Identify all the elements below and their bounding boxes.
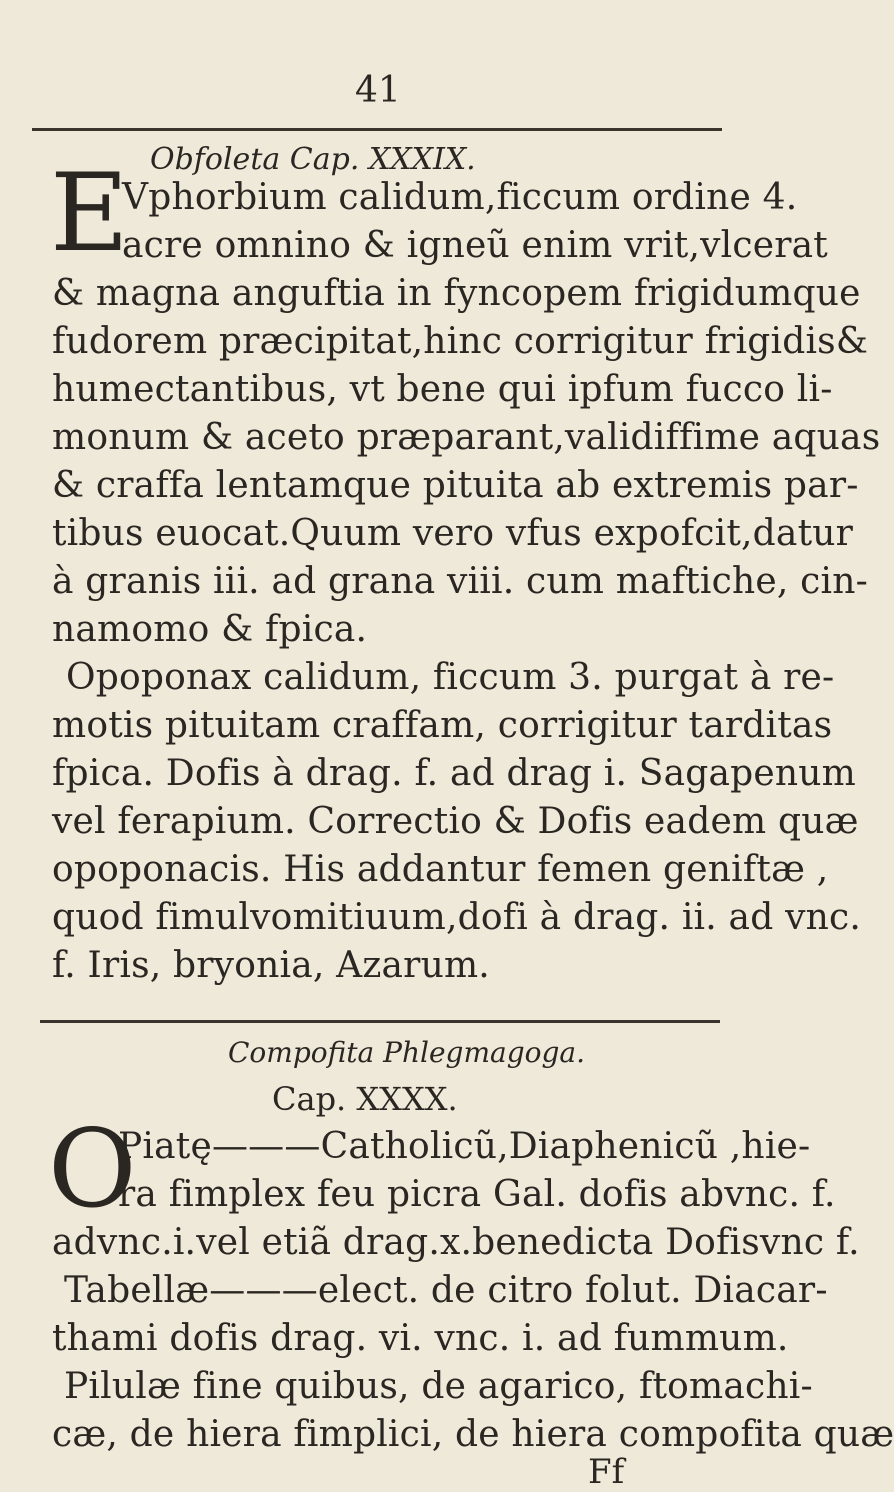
text-line: Opoponax calidum, ficcum 3. purgat à re- <box>66 657 835 698</box>
drop-cap-o: O <box>48 1107 137 1232</box>
text-line: ra fimplex feu picra Gal. dofis abvnc. f. <box>118 1174 836 1215</box>
page-number: 41 <box>355 70 401 111</box>
text-line: quod fimulvomitiuum,dofi à drag. ii. ad vnc. <box>52 897 862 938</box>
text-line: Tabellæ———elect. de citro folut. Diacar- <box>64 1270 828 1311</box>
text-line: Piatę———Catholicũ,Diaphenicũ ,hie- <box>118 1126 811 1167</box>
text-line: advnc.i.vel etiã drag.x.benedicta Dofisvnc f. <box>52 1222 860 1263</box>
section-subheading: Cap. XXXX. <box>272 1080 458 1118</box>
text-line: fpica. Dofis à drag. f. ad drag i. Sagapenum <box>52 753 857 794</box>
text-line: opoponacis. His addantur femen geniftæ , <box>52 849 829 890</box>
text-line: & magna anguftia in fyncopem frigidumque <box>52 273 861 314</box>
text-line: humectantibus, vt bene qui ipfum fucco li- <box>52 369 833 410</box>
top-rule <box>32 128 722 131</box>
text-line: monum & aceto præparant,validiffime aquas <box>52 417 881 458</box>
text-line: & craffa lentamque pituita ab extremis par- <box>52 465 859 506</box>
text-line: f. Iris, bryonia, Azarum. <box>52 945 490 986</box>
text-line: motis pituitam craffam, corrigitur tarditas <box>52 705 833 746</box>
drop-cap-e: E <box>50 151 129 276</box>
text-line: fudorem præcipitat,hinc corrigitur frigidis& <box>52 321 869 362</box>
chapter-heading: Obfoleta Cap. XXXIX. <box>150 142 476 177</box>
section-heading: Compofita Phlegmagoga. <box>228 1036 585 1069</box>
text-line: Vphorbium calidum,ficcum ordine 4. <box>122 177 798 218</box>
text-line: Pilulæ fine quibus, de agarico, ftomachi- <box>64 1366 813 1407</box>
signature-mark: Ff <box>588 1452 625 1492</box>
text-line: tibus euocat.Quum vero vfus expofcit,datur <box>52 513 854 554</box>
text-line: acre omnino & igneũ enim vrit,vlcerat <box>122 225 828 266</box>
text-line: namomo & fpica. <box>52 609 368 650</box>
text-line: à granis iii. ad grana viii. cum maftiche, cin- <box>52 561 868 602</box>
text-line: cæ, de hiera fimplici, de hiera compofita quæ <box>52 1414 894 1455</box>
text-line: vel ferapium. Correctio & Dofis eadem quæ <box>52 801 859 842</box>
middle-rule <box>40 1020 720 1023</box>
text-line: thami dofis drag. vi. vnc. i. ad fummum. <box>52 1318 789 1359</box>
